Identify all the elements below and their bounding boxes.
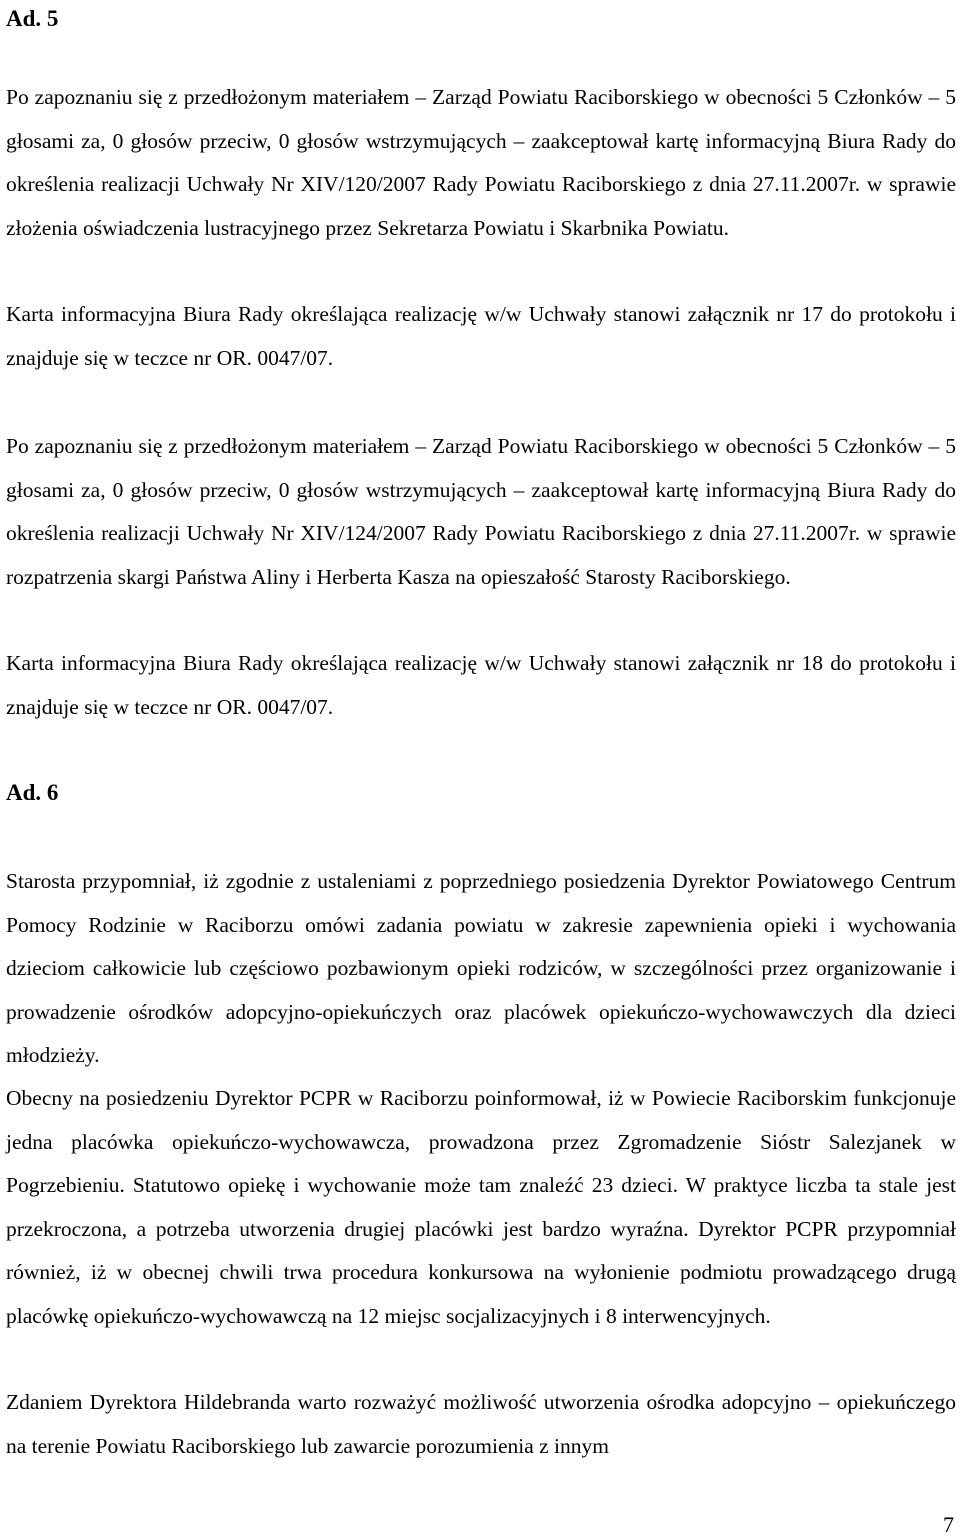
- paragraph-resolution-120: Po zapoznaniu się z przedłożonym materiałem – Zarząd Powiatu Raciborskiego w obecności 5 Członków – 5 głosami za, 0 głosów przeciw, 0 głosów wstrzymujących – zaakceptował kartę informacyjną Biura Rady do określenia realizacji Uchwały Nr XIV/120/2007 Rady Powiatu Raciborskiego z dnia 27.11.2007r. w sprawie złożenia oświadczenia lustracyjnego przez Sekretarza Powiatu i Skarbnika Powiatu.: [6, 85, 956, 240]
- paragraph-hildebrand: Zdaniem Dyrektora Hildebranda warto rozważyć możliwość utworzenia ośrodka adopcyjno – opiekuńczego na terenie Powiatu Raciborskiego lub zawarcie porozumienia z innym: [6, 1390, 956, 1458]
- paragraph-starosta: Starosta przypomniał, iż zgodnie z ustaleniami z poprzedniego posiedzenia Dyrektor Powiatowego Centrum Pomocy Rodzinie w Raciborzu omówi zadania powiatu w zakresie zapewnienia opieki i wychowania dzieciom całkowicie lub częściowo pozbawionym opieki rodziców, w szczególności przez organizowanie i prowadzenie ośrodków adopcyjno-opiekuńczych oraz placówek opiekuńczo-wychowawczych dla dzieci młodzieży.: [6, 869, 956, 1067]
- page-number: 7: [943, 1512, 954, 1537]
- paragraph-pcpr-director: Obecny na posiedzeniu Dyrektor PCPR w Raciborzu poinformował, iż w Powiecie Raciborskim funkcjonuje jedna placówka opiekuńczo-wychowawcza, prowadzona przez Zgromadzenie Sióstr Salezjanek w Pogrzebieniu. Statutowo opiekę i wychowanie może tam znaleźć 23 dzieci. W praktyce liczba ta stale jest przekroczona, a potrzeba utworzenia drugiej placówki jest bardzo wyraźna. Dyrektor PCPR przypomniał również, iż w obecnej chwili trwa procedura konkursowa na wyłonienie podmiotu prowadzącego drugą placówkę opiekuńczo-wychowawczą na 12 miejsc socjalizacyjnych i 8 interwencyjnych.: [6, 1086, 956, 1328]
- paragraph-resolution-124: Po zapoznaniu się z przedłożonym materiałem – Zarząd Powiatu Raciborskiego w obecności 5 Członków – 5 głosami za, 0 głosów przeciw, 0 głosów wstrzymujących – zaakceptował kartę informacyjną Biura Rady do określenia realizacji Uchwały Nr XIV/124/2007 Rady Powiatu Raciborskiego z dnia 27.11.2007r. w sprawie rozpatrzenia skargi Państwa Aliny i Herberta Kasza na opieszałość Starosty Raciborskiego.: [6, 434, 956, 589]
- paragraph-attachment-17: Karta informacyjna Biura Rady określająca realizację w/w Uchwały stanowi załącznik nr 17 do protokołu i znajduje się w teczce nr OR. 0047/07.: [6, 302, 956, 370]
- section-heading-ad5: Ad. 5: [6, 6, 59, 31]
- section-heading-ad6: Ad. 6: [6, 780, 59, 805]
- paragraph-attachment-18: Karta informacyjna Biura Rady określająca realizację w/w Uchwały stanowi załącznik nr 18 do protokołu i znajduje się w teczce nr OR. 0047/07.: [6, 651, 956, 719]
